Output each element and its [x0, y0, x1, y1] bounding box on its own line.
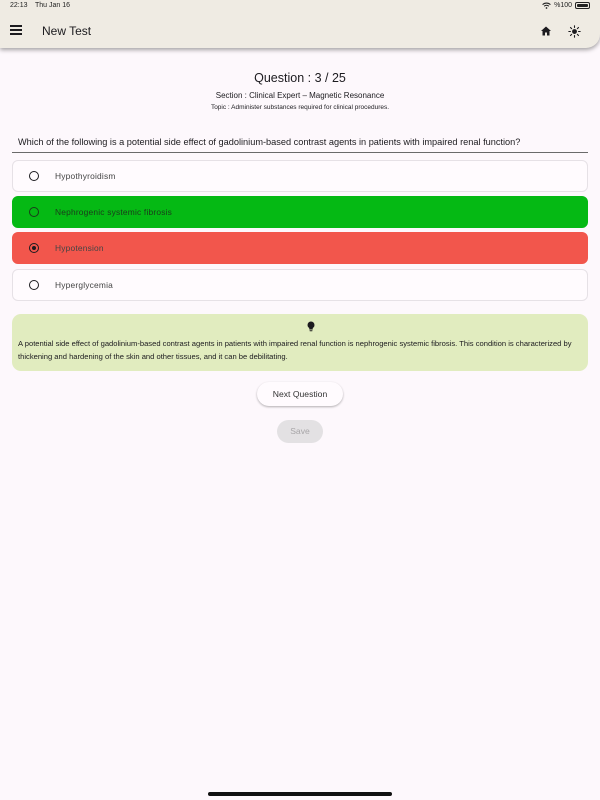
app-bar [0, 0, 600, 48]
home-indicator[interactable] [208, 792, 392, 796]
status-time: 22:13 [10, 2, 28, 9]
explanation-text: A potential side effect of gadolinium-based contrast agents in patients with impaired renal function is nephrogenic systemic fibrosis. This condition is characterized by thickening and hardening of the skin and other tissues, and it can be debilitating. [18, 339, 572, 361]
radio-button[interactable] [29, 207, 39, 217]
app-title: New Test [42, 24, 92, 38]
radio-button[interactable] [29, 171, 39, 181]
status-date: Thu Jan 16 [35, 2, 71, 9]
wifi-icon [542, 2, 551, 9]
answer-option[interactable] [12, 160, 588, 192]
question-section: Section : Clinical Expert – Magnetic Resonance [215, 91, 385, 100]
question-text: Which of the following is a potential side effect of gadolinium-based contrast agents in patients with impaired renal function? [18, 137, 521, 147]
answer-option-label: Hypothyroidism [55, 171, 116, 181]
lightbulb-icon [306, 321, 316, 333]
divider [12, 152, 588, 153]
answer-option-correct[interactable] [12, 196, 588, 228]
question-topic: Topic : Administer substances required for clinical procedures. [210, 104, 390, 111]
answer-option-label: Hyperglycemia [55, 280, 113, 290]
save-button[interactable]: Save [277, 420, 323, 443]
menu-icon[interactable] [10, 25, 22, 35]
brightness-icon[interactable] [568, 25, 581, 38]
status-right [542, 2, 590, 9]
answer-option[interactable] [12, 269, 588, 301]
radio-button[interactable] [29, 280, 39, 290]
explanation-card [12, 314, 588, 371]
radio-button-selected[interactable] [29, 243, 39, 253]
battery-percent: %100 [554, 2, 572, 9]
battery-icon [575, 2, 590, 9]
home-icon[interactable] [540, 25, 552, 37]
answer-option-label: Nephrogenic systemic fibrosis [55, 207, 173, 217]
question-counter: Question : 3 / 25 [254, 71, 346, 85]
answer-option-selected-wrong[interactable] [12, 232, 588, 264]
answer-option-label: Hypotension [55, 243, 104, 253]
next-question-button[interactable]: Next Question [257, 382, 343, 406]
